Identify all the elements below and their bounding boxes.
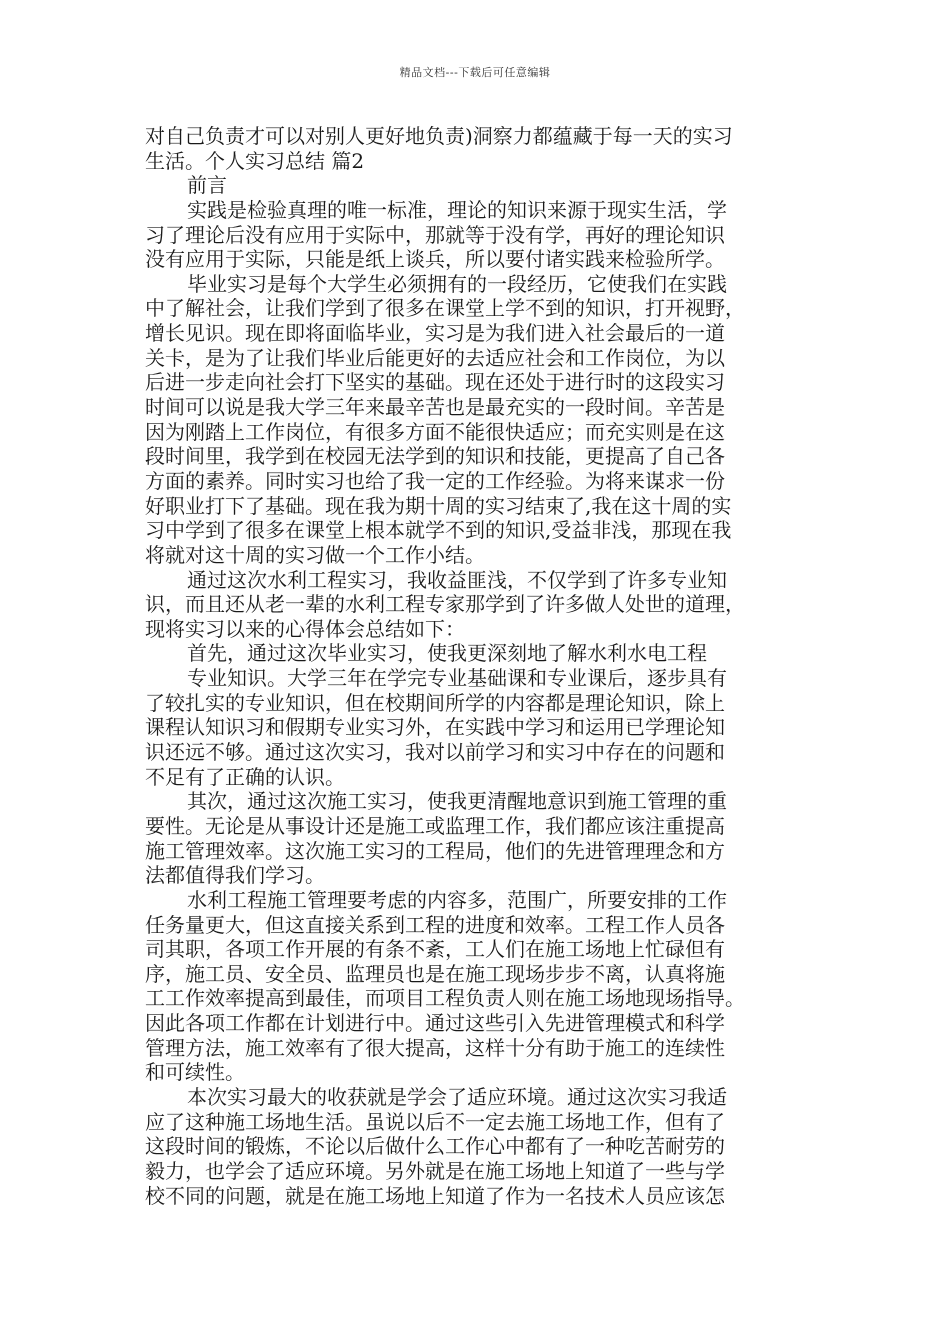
text-line: 专业知识。大学三年在学完专业基础课和专业课后，逐步具有 bbox=[187, 666, 727, 691]
text-line: 现将实习以来的心得体会总结如下： bbox=[145, 616, 465, 641]
text-line: 水利工程施工管理要考虑的内容多，范围广，所要安排的工作 bbox=[187, 887, 727, 912]
text-line: 工工作效率提高到最佳，而项目工程负责人则在施工场地现场指导。 bbox=[145, 986, 745, 1011]
text-line: 本次实习最大的收获就是学会了适应环境。通过这次实习我适 bbox=[187, 1084, 727, 1109]
text-line: 管理方法，施工效率有了很大提高，这样十分有助于施工的连续性 bbox=[145, 1035, 725, 1060]
text-line: 将就对这十周的实习做一个工作小结。 bbox=[145, 542, 485, 567]
document-body bbox=[145, 124, 817, 1208]
text-line: 序，施工员、安全员、监理员也是在施工现场步步不离，认真将施 bbox=[145, 961, 725, 986]
text-line: 任务量更大，但这直接关系到工程的进度和效率。工程工作人员各 bbox=[145, 912, 725, 937]
text-line: 不足有了正确的认识。 bbox=[145, 764, 345, 789]
text-line: 方面的素养。同时实习也给了我一定的工作经验。为将来谋求一份 bbox=[145, 468, 725, 493]
text-line: 其次，通过这次施工实习，使我更清醒地意识到施工管理的重 bbox=[187, 789, 727, 814]
text-line: 要性。无论是从事设计还是施工或监理工作，我们都应该注重提高 bbox=[145, 813, 725, 838]
text-line: 因此各项工作都在计划进行中。通过这些引入先进管理模式和科学 bbox=[145, 1011, 725, 1036]
page-header: 精品文档---下载后可任意编辑 bbox=[399, 66, 551, 79]
text-line: 后进一步走向社会打下坚实的基础。现在还处于进行时的这段实习 bbox=[145, 370, 725, 395]
text-line: 这段时间的锻炼，不论以后做什么工作心中都有了一种吃苦耐劳的 bbox=[145, 1134, 725, 1159]
text-line: 时间可以说是我大学三年来最辛苦也是最充实的一段时间。辛苦是 bbox=[145, 395, 725, 420]
text-line: 好职业打下了基础。现在我为期十周的实习结束了,我在这十周的实 bbox=[145, 493, 732, 518]
text-line: 法都值得我们学习。 bbox=[145, 863, 325, 888]
text-line: 毕业实习是每个大学生必须拥有的一段经历，它使我们在实践 bbox=[187, 271, 727, 296]
text-line: 应了这种施工场地生活。虽说以后不一定去施工场地工作，但有了 bbox=[145, 1109, 725, 1134]
text-line: 关卡，是为了让我们毕业后能更好的去适应社会和工作岗位，为以 bbox=[145, 345, 725, 370]
text-line: 课程认知识习和假期专业实习外，在实践中学习和运用已学理论知 bbox=[145, 715, 725, 740]
text-line: 对自己负责才可以对别人更好地负责)洞察力都蕴藏于每一天的实习 bbox=[145, 124, 733, 148]
text-line: 实践是检验真理的唯一标准，理论的知识来源于现实生活，学 bbox=[187, 197, 727, 222]
text-line: 司其职，各项工作开展的有条不紊，工人们在施工场地上忙碌但有 bbox=[145, 937, 725, 962]
text-line: 施工管理效率。这次施工实习的工程局，他们的先进管理理念和方 bbox=[145, 838, 725, 863]
text-line: 没有应用于实际，只能是纸上谈兵，所以要付诸实践来检验所学。 bbox=[145, 247, 725, 272]
text-line: 生活。个人实习总结 篇2 bbox=[145, 148, 365, 173]
text-line: 和可续性。 bbox=[145, 1060, 245, 1085]
text-line: 中了解社会，让我们学到了很多在课堂上学不到的知识，打开视野， bbox=[145, 296, 745, 321]
text-line: 前言 bbox=[187, 173, 227, 198]
text-line: 因为刚踏上工作岗位，有很多方面不能很快适应；而充实则是在这 bbox=[145, 419, 725, 444]
text-line: 识，而且还从老一辈的水利工程专家那学到了许多做人处世的道理， bbox=[145, 592, 745, 617]
text-line: 校不同的问题，就是在施工场地上知道了作为一名技术人员应该怎 bbox=[145, 1183, 725, 1208]
text-line: 段时间里，我学到在校园无法学到的知识和技能，更提高了自己各 bbox=[145, 444, 725, 469]
text-line: 识还远不够。通过这次实习，我对以前学习和实习中存在的问题和 bbox=[145, 740, 725, 765]
text-line: 首先，通过这次毕业实习，使我更深刻地了解水利水电工程 bbox=[187, 641, 707, 666]
text-line: 习中学到了很多在课堂上根本就学不到的知识,受益非浅，那现在我 bbox=[145, 518, 732, 543]
text-line: 习了理论后没有应用于实际中，那就等于没有学，再好的理论知识 bbox=[145, 222, 725, 247]
text-line: 通过这次水利工程实习，我收益匪浅，不仅学到了许多专业知 bbox=[187, 567, 727, 592]
text-line: 增长见识。现在即将面临毕业，实习是为我们进入社会最后的一道 bbox=[145, 321, 725, 346]
text-line: 了较扎实的专业知识，但在校期间所学的内容都是理论知识，除上 bbox=[145, 690, 725, 715]
text-line: 毅力，也学会了适应环境。另外就是在施工场地上知道了一些与学 bbox=[145, 1158, 725, 1183]
